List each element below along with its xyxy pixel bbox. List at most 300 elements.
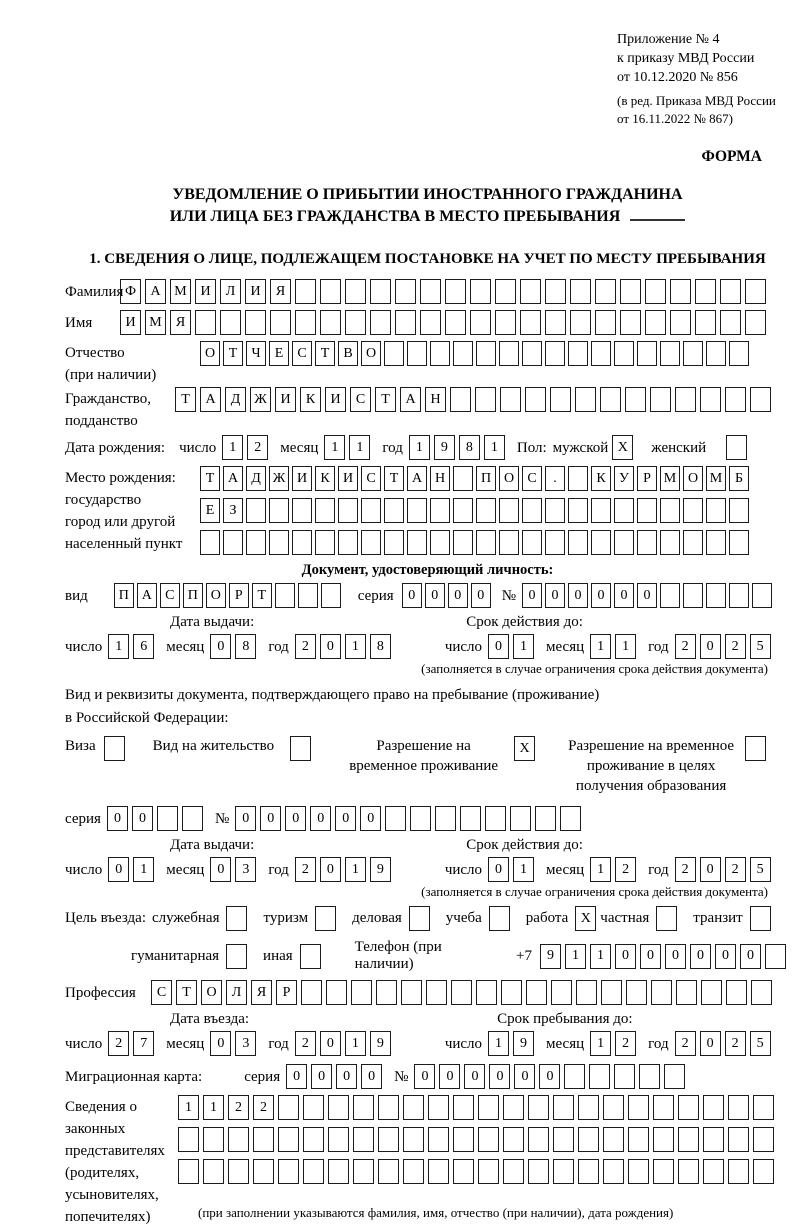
char-cell[interactable]: 1 — [488, 1031, 509, 1056]
char-cell[interactable] — [328, 1159, 349, 1184]
char-cell[interactable]: 9 — [540, 944, 561, 969]
char-cell[interactable]: 0 — [425, 583, 445, 608]
char-cell[interactable] — [361, 530, 381, 555]
sex-male-checkbox[interactable]: X — [612, 435, 633, 460]
char-cell[interactable] — [628, 1159, 649, 1184]
residence-permit-checkbox[interactable] — [290, 736, 311, 761]
char-cell[interactable]: 0 — [210, 634, 231, 659]
char-cell[interactable]: А — [407, 466, 427, 491]
char-cell[interactable] — [683, 341, 703, 366]
char-cell[interactable] — [478, 1159, 499, 1184]
char-cell[interactable] — [706, 498, 726, 523]
char-cell[interactable]: 0 — [310, 806, 331, 831]
rvp-education-checkbox[interactable] — [745, 736, 766, 761]
char-cell[interactable]: 2 — [228, 1095, 249, 1120]
char-cell[interactable] — [453, 530, 473, 555]
char-cell[interactable]: Р — [276, 980, 297, 1005]
char-cell[interactable] — [703, 1159, 724, 1184]
char-cell[interactable]: 0 — [210, 857, 231, 882]
char-cell[interactable]: 0 — [637, 583, 657, 608]
char-cell[interactable] — [564, 1064, 585, 1089]
char-cell[interactable]: 1 — [345, 634, 366, 659]
char-cell[interactable]: О — [361, 341, 381, 366]
char-cell[interactable]: 0 — [360, 806, 381, 831]
char-cell[interactable] — [178, 1127, 199, 1152]
char-cell[interactable] — [728, 1127, 749, 1152]
char-cell[interactable] — [453, 341, 473, 366]
char-cell[interactable] — [545, 310, 566, 335]
char-cell[interactable]: Т — [252, 583, 272, 608]
char-cell[interactable] — [678, 1127, 699, 1152]
char-cell[interactable] — [503, 1127, 524, 1152]
char-cell[interactable]: О — [206, 583, 226, 608]
char-cell[interactable]: 9 — [370, 1031, 391, 1056]
char-cell[interactable]: 0 — [285, 806, 306, 831]
char-cell[interactable] — [407, 530, 427, 555]
char-cell[interactable] — [545, 530, 565, 555]
char-cell[interactable]: А — [145, 279, 166, 304]
char-cell[interactable] — [545, 341, 565, 366]
char-cell[interactable] — [600, 387, 621, 412]
char-cell[interactable]: Л — [220, 279, 241, 304]
char-cell[interactable] — [320, 279, 341, 304]
char-cell[interactable] — [753, 1127, 774, 1152]
char-cell[interactable] — [223, 530, 243, 555]
char-cell[interactable] — [320, 310, 341, 335]
char-cell[interactable] — [499, 498, 519, 523]
char-cell[interactable] — [430, 341, 450, 366]
char-cell[interactable] — [253, 1159, 274, 1184]
char-cell[interactable] — [453, 1127, 474, 1152]
char-cell[interactable] — [195, 310, 216, 335]
char-cell[interactable]: 0 — [464, 1064, 485, 1089]
char-cell[interactable]: 1 — [565, 944, 586, 969]
char-cell[interactable] — [700, 387, 721, 412]
char-cell[interactable]: Я — [170, 310, 191, 335]
char-cell[interactable] — [570, 279, 591, 304]
char-cell[interactable] — [653, 1127, 674, 1152]
sex-female-checkbox[interactable] — [726, 435, 747, 460]
char-cell[interactable] — [726, 980, 747, 1005]
char-cell[interactable]: С — [160, 583, 180, 608]
char-cell[interactable] — [729, 341, 749, 366]
char-cell[interactable] — [403, 1095, 424, 1120]
char-cell[interactable] — [499, 341, 519, 366]
char-cell[interactable] — [706, 341, 726, 366]
char-cell[interactable] — [178, 1159, 199, 1184]
char-cell[interactable] — [683, 498, 703, 523]
char-cell[interactable] — [378, 1159, 399, 1184]
char-cell[interactable]: С — [292, 341, 312, 366]
char-cell[interactable] — [403, 1159, 424, 1184]
char-cell[interactable]: 0 — [260, 806, 281, 831]
char-cell[interactable]: 3 — [235, 857, 256, 882]
char-cell[interactable] — [522, 498, 542, 523]
char-cell[interactable]: И — [195, 279, 216, 304]
char-cell[interactable]: 0 — [665, 944, 686, 969]
char-cell[interactable]: . — [545, 466, 565, 491]
char-cell[interactable]: Н — [425, 387, 446, 412]
char-cell[interactable]: 1 — [222, 435, 243, 460]
char-cell[interactable] — [246, 498, 266, 523]
char-cell[interactable] — [751, 980, 772, 1005]
char-cell[interactable] — [278, 1159, 299, 1184]
char-cell[interactable] — [595, 310, 616, 335]
char-cell[interactable]: 0 — [336, 1064, 357, 1089]
char-cell[interactable]: 0 — [514, 1064, 535, 1089]
char-cell[interactable]: 8 — [459, 435, 480, 460]
char-cell[interactable] — [664, 1064, 685, 1089]
char-cell[interactable] — [637, 498, 657, 523]
char-cell[interactable] — [745, 310, 766, 335]
char-cell[interactable] — [378, 1095, 399, 1120]
char-cell[interactable]: 0 — [210, 1031, 231, 1056]
char-cell[interactable]: 0 — [361, 1064, 382, 1089]
char-cell[interactable]: Л — [226, 980, 247, 1005]
char-cell[interactable] — [603, 1127, 624, 1152]
char-cell[interactable]: 1 — [513, 634, 534, 659]
char-cell[interactable] — [637, 530, 657, 555]
char-cell[interactable] — [351, 980, 372, 1005]
char-cell[interactable]: Ф — [120, 279, 141, 304]
char-cell[interactable] — [653, 1159, 674, 1184]
char-cell[interactable] — [478, 1095, 499, 1120]
char-cell[interactable] — [591, 530, 611, 555]
char-cell[interactable]: А — [137, 583, 157, 608]
char-cell[interactable] — [470, 279, 491, 304]
char-cell[interactable] — [695, 279, 716, 304]
char-cell[interactable] — [591, 341, 611, 366]
char-cell[interactable]: А — [200, 387, 221, 412]
char-cell[interactable] — [522, 341, 542, 366]
char-cell[interactable] — [703, 1095, 724, 1120]
char-cell[interactable] — [626, 980, 647, 1005]
char-cell[interactable] — [384, 498, 404, 523]
char-cell[interactable] — [683, 530, 703, 555]
char-cell[interactable] — [753, 1159, 774, 1184]
char-cell[interactable] — [460, 806, 481, 831]
char-cell[interactable] — [445, 310, 466, 335]
char-cell[interactable] — [729, 530, 749, 555]
char-cell[interactable] — [269, 498, 289, 523]
char-cell[interactable]: 9 — [370, 857, 391, 882]
char-cell[interactable] — [476, 341, 496, 366]
purpose-transit-checkbox[interactable] — [750, 906, 771, 931]
char-cell[interactable]: 5 — [750, 1031, 771, 1056]
char-cell[interactable] — [246, 530, 266, 555]
char-cell[interactable] — [321, 583, 341, 608]
char-cell[interactable] — [401, 980, 422, 1005]
char-cell[interactable]: 0 — [614, 583, 634, 608]
char-cell[interactable] — [578, 1159, 599, 1184]
char-cell[interactable] — [378, 1127, 399, 1152]
char-cell[interactable]: Я — [270, 279, 291, 304]
char-cell[interactable] — [295, 310, 316, 335]
char-cell[interactable]: О — [683, 466, 703, 491]
char-cell[interactable] — [384, 341, 404, 366]
char-cell[interactable] — [729, 583, 749, 608]
char-cell[interactable]: 0 — [235, 806, 256, 831]
char-cell[interactable] — [614, 341, 634, 366]
char-cell[interactable]: 0 — [320, 634, 341, 659]
char-cell[interactable]: 0 — [132, 806, 153, 831]
char-cell[interactable] — [315, 498, 335, 523]
char-cell[interactable]: И — [292, 466, 312, 491]
char-cell[interactable] — [591, 498, 611, 523]
char-cell[interactable] — [395, 310, 416, 335]
char-cell[interactable] — [568, 341, 588, 366]
char-cell[interactable] — [370, 279, 391, 304]
char-cell[interactable]: 5 — [750, 634, 771, 659]
char-cell[interactable]: Н — [430, 466, 450, 491]
char-cell[interactable] — [728, 1095, 749, 1120]
char-cell[interactable]: 1 — [590, 944, 611, 969]
char-cell[interactable]: 0 — [700, 857, 721, 882]
char-cell[interactable]: 1 — [349, 435, 370, 460]
char-cell[interactable] — [706, 530, 726, 555]
char-cell[interactable]: 0 — [715, 944, 736, 969]
char-cell[interactable]: Ч — [246, 341, 266, 366]
char-cell[interactable]: 0 — [700, 1031, 721, 1056]
char-cell[interactable] — [420, 279, 441, 304]
char-cell[interactable] — [203, 1159, 224, 1184]
char-cell[interactable] — [485, 806, 506, 831]
char-cell[interactable] — [675, 387, 696, 412]
char-cell[interactable] — [670, 310, 691, 335]
char-cell[interactable] — [578, 1127, 599, 1152]
char-cell[interactable] — [157, 806, 178, 831]
char-cell[interactable] — [453, 466, 473, 491]
char-cell[interactable] — [303, 1127, 324, 1152]
char-cell[interactable]: Т — [200, 466, 220, 491]
char-cell[interactable]: 2 — [675, 634, 696, 659]
char-cell[interactable]: Д — [246, 466, 266, 491]
char-cell[interactable] — [182, 806, 203, 831]
char-cell[interactable] — [499, 530, 519, 555]
char-cell[interactable]: 1 — [590, 857, 611, 882]
char-cell[interactable]: 1 — [345, 1031, 366, 1056]
char-cell[interactable] — [676, 980, 697, 1005]
char-cell[interactable] — [475, 387, 496, 412]
char-cell[interactable]: 0 — [522, 583, 542, 608]
char-cell[interactable]: 0 — [568, 583, 588, 608]
char-cell[interactable] — [660, 498, 680, 523]
purpose-business-checkbox[interactable] — [409, 906, 430, 931]
char-cell[interactable] — [292, 498, 312, 523]
char-cell[interactable] — [370, 310, 391, 335]
char-cell[interactable] — [303, 1095, 324, 1120]
char-cell[interactable]: С — [350, 387, 371, 412]
char-cell[interactable] — [650, 387, 671, 412]
char-cell[interactable]: 8 — [370, 634, 391, 659]
char-cell[interactable]: 0 — [640, 944, 661, 969]
char-cell[interactable]: 0 — [335, 806, 356, 831]
char-cell[interactable] — [451, 980, 472, 1005]
char-cell[interactable]: 5 — [750, 857, 771, 882]
char-cell[interactable] — [353, 1127, 374, 1152]
char-cell[interactable] — [353, 1095, 374, 1120]
char-cell[interactable] — [328, 1095, 349, 1120]
char-cell[interactable] — [428, 1095, 449, 1120]
char-cell[interactable]: 0 — [690, 944, 711, 969]
char-cell[interactable] — [620, 310, 641, 335]
char-cell[interactable] — [395, 279, 416, 304]
char-cell[interactable] — [545, 279, 566, 304]
char-cell[interactable] — [478, 1127, 499, 1152]
char-cell[interactable] — [601, 980, 622, 1005]
char-cell[interactable] — [752, 583, 772, 608]
char-cell[interactable]: И — [275, 387, 296, 412]
char-cell[interactable]: 1 — [590, 1031, 611, 1056]
char-cell[interactable] — [553, 1159, 574, 1184]
char-cell[interactable]: Т — [175, 387, 196, 412]
char-cell[interactable]: П — [476, 466, 496, 491]
char-cell[interactable] — [476, 498, 496, 523]
char-cell[interactable] — [228, 1159, 249, 1184]
char-cell[interactable]: А — [400, 387, 421, 412]
char-cell[interactable] — [653, 1095, 674, 1120]
char-cell[interactable]: 2 — [725, 1031, 746, 1056]
char-cell[interactable] — [651, 980, 672, 1005]
char-cell[interactable] — [328, 1127, 349, 1152]
char-cell[interactable] — [753, 1095, 774, 1120]
char-cell[interactable] — [384, 530, 404, 555]
char-cell[interactable] — [603, 1159, 624, 1184]
char-cell[interactable] — [450, 387, 471, 412]
char-cell[interactable] — [503, 1159, 524, 1184]
char-cell[interactable] — [637, 341, 657, 366]
char-cell[interactable]: 0 — [286, 1064, 307, 1089]
char-cell[interactable]: В — [338, 341, 358, 366]
char-cell[interactable] — [269, 530, 289, 555]
char-cell[interactable] — [745, 279, 766, 304]
char-cell[interactable] — [520, 310, 541, 335]
char-cell[interactable] — [410, 806, 431, 831]
char-cell[interactable] — [595, 279, 616, 304]
char-cell[interactable] — [720, 310, 741, 335]
char-cell[interactable] — [426, 980, 447, 1005]
char-cell[interactable] — [545, 498, 565, 523]
char-cell[interactable] — [620, 279, 641, 304]
char-cell[interactable]: 0 — [545, 583, 565, 608]
char-cell[interactable] — [292, 530, 312, 555]
char-cell[interactable] — [550, 387, 571, 412]
char-cell[interactable]: 0 — [320, 1031, 341, 1056]
char-cell[interactable]: О — [201, 980, 222, 1005]
char-cell[interactable]: Р — [229, 583, 249, 608]
char-cell[interactable] — [568, 466, 588, 491]
char-cell[interactable] — [528, 1095, 549, 1120]
char-cell[interactable] — [560, 806, 581, 831]
char-cell[interactable]: 0 — [615, 944, 636, 969]
char-cell[interactable]: 1 — [324, 435, 345, 460]
char-cell[interactable]: 8 — [235, 634, 256, 659]
char-cell[interactable]: 0 — [311, 1064, 332, 1089]
char-cell[interactable] — [338, 498, 358, 523]
char-cell[interactable] — [750, 387, 771, 412]
char-cell[interactable]: 3 — [235, 1031, 256, 1056]
char-cell[interactable] — [528, 1127, 549, 1152]
char-cell[interactable]: И — [120, 310, 141, 335]
char-cell[interactable] — [501, 980, 522, 1005]
purpose-other-checkbox[interactable] — [300, 944, 321, 969]
char-cell[interactable] — [639, 1064, 660, 1089]
char-cell[interactable]: 9 — [513, 1031, 534, 1056]
char-cell[interactable] — [628, 1095, 649, 1120]
char-cell[interactable] — [526, 980, 547, 1005]
char-cell[interactable] — [428, 1127, 449, 1152]
char-cell[interactable]: 1 — [513, 857, 534, 882]
char-cell[interactable] — [578, 1095, 599, 1120]
char-cell[interactable]: 2 — [725, 857, 746, 882]
char-cell[interactable]: 9 — [434, 435, 455, 460]
char-cell[interactable] — [660, 583, 680, 608]
char-cell[interactable]: 1 — [590, 634, 611, 659]
char-cell[interactable] — [701, 980, 722, 1005]
purpose-humanitarian-checkbox[interactable] — [226, 944, 247, 969]
char-cell[interactable] — [703, 1127, 724, 1152]
char-cell[interactable] — [445, 279, 466, 304]
char-cell[interactable]: 2 — [615, 857, 636, 882]
char-cell[interactable] — [275, 583, 295, 608]
char-cell[interactable]: И — [325, 387, 346, 412]
char-cell[interactable]: 0 — [740, 944, 761, 969]
char-cell[interactable]: 0 — [402, 583, 422, 608]
char-cell[interactable] — [495, 310, 516, 335]
char-cell[interactable] — [500, 387, 521, 412]
char-cell[interactable]: 2 — [108, 1031, 129, 1056]
char-cell[interactable] — [551, 980, 572, 1005]
char-cell[interactable] — [315, 530, 335, 555]
char-cell[interactable] — [345, 310, 366, 335]
char-cell[interactable]: 0 — [471, 583, 491, 608]
char-cell[interactable]: Т — [384, 466, 404, 491]
char-cell[interactable] — [428, 1159, 449, 1184]
char-cell[interactable] — [453, 498, 473, 523]
char-cell[interactable] — [670, 279, 691, 304]
char-cell[interactable] — [628, 1127, 649, 1152]
char-cell[interactable]: П — [114, 583, 134, 608]
char-cell[interactable] — [725, 387, 746, 412]
char-cell[interactable]: 0 — [439, 1064, 460, 1089]
char-cell[interactable]: 0 — [539, 1064, 560, 1089]
char-cell[interactable]: Т — [315, 341, 335, 366]
char-cell[interactable] — [376, 980, 397, 1005]
char-cell[interactable]: 1 — [345, 857, 366, 882]
char-cell[interactable] — [660, 530, 680, 555]
char-cell[interactable] — [720, 279, 741, 304]
char-cell[interactable] — [614, 498, 634, 523]
char-cell[interactable] — [678, 1159, 699, 1184]
char-cell[interactable] — [495, 279, 516, 304]
char-cell[interactable]: 0 — [489, 1064, 510, 1089]
char-cell[interactable]: К — [315, 466, 335, 491]
char-cell[interactable]: 2 — [295, 1031, 316, 1056]
char-cell[interactable] — [728, 1159, 749, 1184]
char-cell[interactable] — [270, 310, 291, 335]
char-cell[interactable]: О — [499, 466, 519, 491]
char-cell[interactable]: З — [223, 498, 243, 523]
char-cell[interactable] — [430, 498, 450, 523]
char-cell[interactable]: С — [522, 466, 542, 491]
visa-checkbox[interactable] — [104, 736, 125, 761]
char-cell[interactable] — [765, 944, 786, 969]
char-cell[interactable]: П — [183, 583, 203, 608]
char-cell[interactable]: М — [170, 279, 191, 304]
char-cell[interactable] — [453, 1159, 474, 1184]
purpose-tourism-checkbox[interactable] — [315, 906, 336, 931]
char-cell[interactable]: Б — [729, 466, 749, 491]
